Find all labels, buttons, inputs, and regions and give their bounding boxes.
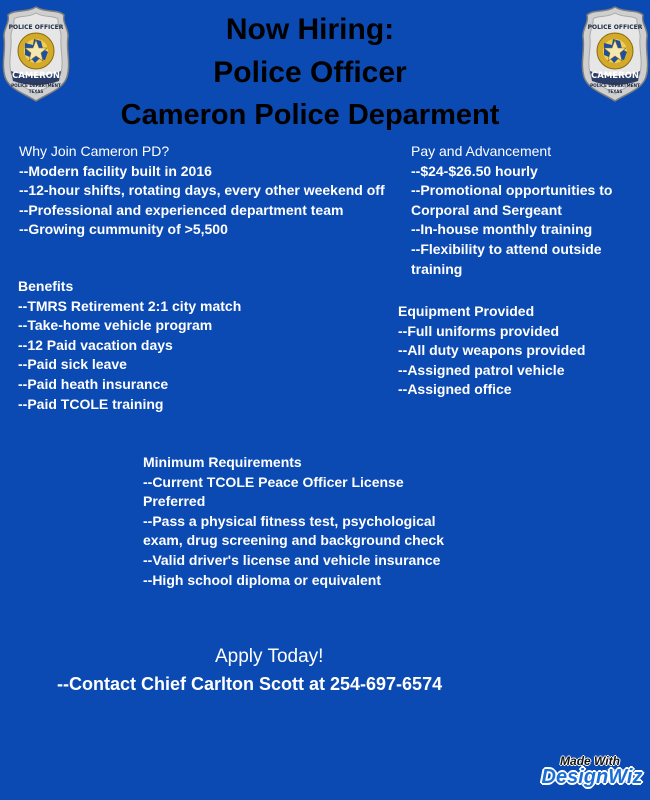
pay-advancement-section: [411, 142, 631, 279]
list-item: --Assigned office: [398, 381, 512, 398]
equipment-section: [398, 302, 638, 400]
designwiz-watermark: [536, 754, 644, 796]
title-line-1: Now Hiring:: [225, 13, 395, 46]
requirements-heading: Minimum Requirements: [143, 454, 302, 470]
list-item: --In-house monthly training: [411, 221, 593, 238]
badge-state-text: TEXAS: [607, 89, 623, 94]
badge-state-text: TEXAS: [28, 89, 44, 94]
list-item: --Modern facility built in 2016: [19, 162, 212, 179]
list-item: --Flexibility to attend outside training: [411, 240, 602, 277]
list-item: --TMRS Retirement 2:1 city match: [18, 297, 242, 314]
contact-text: --Contact Chief Carlton Scott at 254-697-6574: [57, 674, 443, 694]
list-item: --$24-$26.50 hourly: [411, 162, 538, 179]
list-item: --High school diploma or equivalent: [143, 571, 382, 588]
benefits-section: [18, 277, 378, 414]
list-item: --Paid sick leave: [18, 356, 127, 373]
list-item: --12-hour shifts, rotating days, every other weekend off: [19, 182, 385, 199]
list-item: --Full uniforms provided: [398, 322, 559, 339]
watermark-designwiz: DesignWiz: [541, 766, 643, 788]
list-item: --Growing cummunity of >5,500: [19, 221, 228, 238]
list-item: --Paid heath insurance: [18, 375, 169, 392]
badge-dept-text: POLICE DEPARTMENT: [11, 83, 61, 88]
list-item: --Current TCOLE Peace Officer License Preferred: [143, 473, 404, 510]
list-item: --Professional and experienced department team: [19, 201, 344, 218]
watermark-made-with: Made With: [560, 754, 620, 768]
why-join-section: [19, 142, 399, 240]
list-item: --Paid TCOLE training: [18, 395, 164, 412]
title-line-2: Police Officer: [213, 56, 407, 89]
equipment-heading: Equipment Provided: [398, 303, 535, 319]
requirements-section: [143, 453, 453, 590]
benefits-heading: Benefits: [18, 278, 74, 294]
pay-advancement-heading: Pay and Advancement: [411, 143, 552, 159]
title-line-3: Cameron Police Deparment: [120, 99, 500, 131]
badge-city-text: CAMERON: [12, 71, 60, 81]
badge-top-text: POLICE OFFICER: [8, 24, 64, 31]
list-item: --All duty weapons provided: [398, 342, 586, 359]
apply-today-text: Apply Today!: [215, 646, 324, 667]
badge-dept-text: POLICE DEPARTMENT: [590, 83, 640, 88]
badge-city-text: CAMERON: [591, 71, 639, 81]
list-item: --12 Paid vacation days: [18, 336, 173, 353]
list-item: --Promotional opportunities to Corporal and Sergeant: [411, 182, 613, 218]
list-item: --Pass a physical fitness test, psychological exam, drug screening and background check: [143, 512, 445, 549]
page-title: [0, 8, 620, 137]
badge-top-text: POLICE OFFICER: [587, 24, 643, 31]
why-join-heading: Why Join Cameron PD?: [19, 143, 170, 159]
list-item: --Take-home vehicle program: [18, 317, 213, 334]
list-item: --Assigned patrol vehicle: [398, 361, 565, 378]
list-item: --Valid driver's license and vehicle insurance: [143, 551, 441, 568]
